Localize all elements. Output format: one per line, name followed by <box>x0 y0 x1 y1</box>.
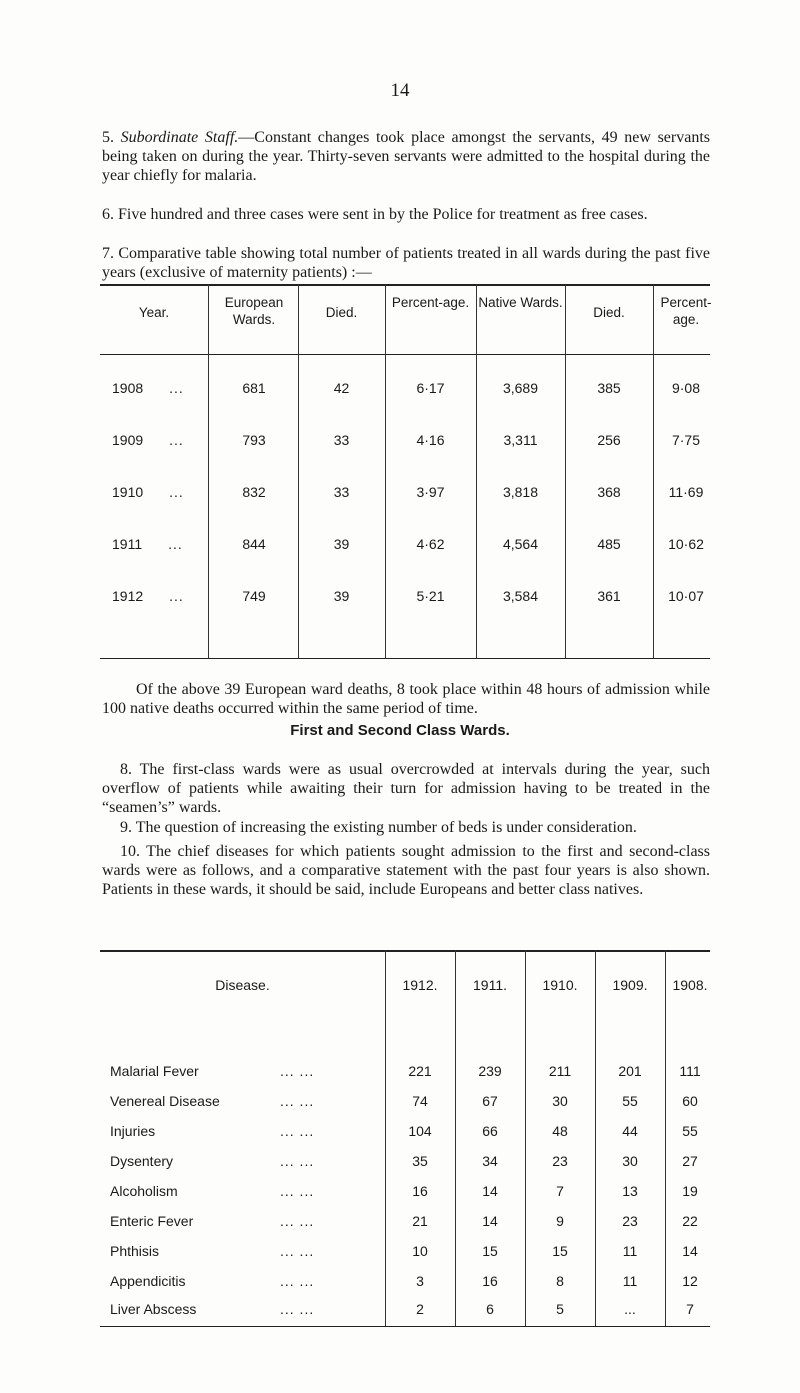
table-cell: 33 <box>333 484 350 500</box>
table-rule <box>100 658 710 659</box>
table-cell: 11 <box>622 1273 638 1289</box>
table-cell: 3 <box>416 1273 424 1289</box>
table-rule <box>100 284 710 286</box>
table-cell: 5 <box>556 1301 564 1317</box>
table-cell: 11·69 <box>668 484 704 500</box>
leader-dots: ... ... <box>280 1123 315 1139</box>
table-cell: 15 <box>552 1243 568 1259</box>
table-cell: 14 <box>482 1183 498 1199</box>
table-cell: 832 <box>242 484 266 500</box>
table-cell: 66 <box>482 1123 498 1139</box>
table-cell: 3,311 <box>503 432 538 448</box>
leader-dots: ... ... <box>280 1093 315 1109</box>
table-cell: 9·08 <box>671 380 701 396</box>
table-cell: 9 <box>556 1213 564 1229</box>
table-cell: 33 <box>333 432 350 448</box>
table-cell: 19 <box>682 1183 698 1199</box>
table-cell: 239 <box>478 1063 502 1079</box>
table-cell: 4·62 <box>416 536 445 552</box>
header-died: Died. <box>325 305 358 320</box>
header-percentage-native: Percent-age. <box>660 295 712 327</box>
column-divider <box>208 284 209 658</box>
leader-dots: ... ... <box>280 1243 315 1259</box>
header-year: Year. <box>138 305 170 320</box>
table-cell: 67 <box>482 1093 498 1109</box>
table-cell: 8 <box>556 1273 564 1289</box>
table-cell: 4,564 <box>502 536 539 552</box>
header-1911: 1911. <box>473 977 507 993</box>
leader-dots: ... ... <box>280 1273 315 1289</box>
year-cell: 1912 <box>112 588 144 604</box>
table-cell: 39 <box>333 536 350 552</box>
table-cell: 16 <box>412 1183 428 1199</box>
header-disease: Disease. <box>215 977 270 993</box>
table-cell: 60 <box>682 1093 698 1109</box>
table-cell: 211 <box>548 1063 572 1079</box>
table-cell: 3,689 <box>502 380 539 396</box>
disease-name: Dysentery <box>110 1153 174 1169</box>
table-cell: 385 <box>597 380 621 396</box>
header-1910: 1910. <box>542 977 578 993</box>
table-cell: 13 <box>622 1183 638 1199</box>
table-rule <box>100 354 710 355</box>
table-cell: 34 <box>482 1153 498 1169</box>
header-1908: 1908. <box>672 977 708 993</box>
paragraph-7: 7. Comparative table showing total number of patients treated in all wards during the past five years (exclusive of maternity patients) :— <box>102 245 710 281</box>
table-cell: 6·17 <box>416 380 445 396</box>
table-cell: 30 <box>622 1153 638 1169</box>
table-cell: 3,584 <box>502 588 539 604</box>
table-cell: 48 <box>552 1123 568 1139</box>
table-cell: 35 <box>412 1153 428 1169</box>
page-number: 14 <box>390 80 410 101</box>
table-cell: 368 <box>597 484 621 500</box>
disease-name: Alcoholism <box>110 1183 178 1199</box>
table-cell: 42 <box>333 380 350 396</box>
table-rule <box>100 1326 710 1327</box>
table-cell: 10 <box>412 1243 428 1259</box>
header-european-wards: European Wards. <box>224 295 284 327</box>
leader-dots: ... ... <box>280 1153 315 1169</box>
table-cell: 7·75 <box>671 432 701 448</box>
table-cell: 793 <box>242 432 266 448</box>
year-cell: 1909 <box>112 432 144 448</box>
leader-dots: ... <box>168 536 183 552</box>
table-cell: 74 <box>412 1093 428 1109</box>
table-cell: 6 <box>486 1301 494 1317</box>
table-cell: 104 <box>408 1123 432 1139</box>
paragraph-10: 10. The chief diseases for which patients sought admission to the first and second-class wards were as follows, and a comparative statement with the past four years is also shown. Patients in these wards, it should be said, include Europeans and better class natives. <box>102 843 710 898</box>
table-cell: 15 <box>482 1243 498 1259</box>
table-cell: 21 <box>412 1213 428 1229</box>
table-cell: 361 <box>597 588 621 604</box>
table-cell: 23 <box>622 1213 638 1229</box>
leader-dots: ... <box>169 380 184 396</box>
paragraph-5-text: —Constant changes took place amongst the servants, 49 new servants being taken on during the year. Thirty-seven servants were admitted to the hospital during the year chiefly for malaria. <box>102 129 710 184</box>
paragraph-5-number: 5. <box>102 129 114 146</box>
year-cell: 1908 <box>112 380 144 396</box>
disease-name: Venereal Disease <box>110 1093 220 1109</box>
table-cell: 844 <box>242 536 266 552</box>
table-cell: 27 <box>682 1153 698 1169</box>
table-cell: 3·97 <box>416 484 445 500</box>
leader-dots: ... <box>169 484 184 500</box>
paragraph-deaths-note: Of the above 39 European ward deaths, 8 took place within 48 hours of admission while 100 native deaths occurred within the same period of time. <box>102 681 710 717</box>
paragraph-9: 9. The question of increasing the existing number of beds is under consideration. <box>120 819 637 836</box>
disease-name: Appendicitis <box>110 1273 186 1289</box>
leader-dots: ... <box>169 588 184 604</box>
table-cell: 749 <box>242 588 266 604</box>
table-cell: 5·21 <box>416 588 445 604</box>
table-rule <box>100 950 710 952</box>
disease-name: Injuries <box>110 1123 156 1139</box>
table-cell: 23 <box>552 1153 568 1169</box>
table-cell: 7 <box>556 1183 564 1199</box>
leader-dots: ... <box>169 432 184 448</box>
section-heading: First and Second Class Wards. <box>290 722 510 739</box>
header-percentage: Percent-age. <box>391 295 470 310</box>
header-died-native: Died. <box>593 305 625 320</box>
leader-dots: ... ... <box>280 1183 315 1199</box>
table-cell: ... <box>624 1301 636 1317</box>
table-cell: 3,818 <box>502 484 539 500</box>
paragraph-8: 8. The first-class wards were as usual overcrowded at intervals during the year, such overflow of patients while awaiting their turn for admission having to be treated in the “seamen’s” wards. <box>102 761 710 816</box>
year-cell: 1911 <box>112 536 143 552</box>
table-cell: 14 <box>682 1243 698 1259</box>
table-cell: 7 <box>686 1301 694 1317</box>
table-cell: 16 <box>482 1273 498 1289</box>
table-cell: 39 <box>333 588 350 604</box>
table-cell: 4·16 <box>416 432 445 448</box>
table-cell: 44 <box>622 1123 638 1139</box>
leader-dots: ... ... <box>280 1063 315 1079</box>
table-cell: 55 <box>682 1123 698 1139</box>
disease-name: Liver Abscess <box>110 1301 197 1317</box>
table-cell: 55 <box>622 1093 638 1109</box>
paragraph-5-title: Subordinate Staff. <box>120 129 239 146</box>
leader-dots: ... ... <box>280 1213 315 1229</box>
header-1912: 1912. <box>402 977 438 993</box>
table-cell: 14 <box>482 1213 498 1229</box>
year-cell: 1910 <box>112 484 144 500</box>
table-cell: 10·62 <box>668 536 704 552</box>
paragraph-5 <box>102 128 710 185</box>
table-cell: 111 <box>679 1063 701 1079</box>
paragraph-6: 6. Five hundred and three cases were sent in by the Police for treatment as free cases. <box>102 206 648 223</box>
table-cell: 256 <box>597 432 621 448</box>
disease-name: Phthisis <box>110 1243 160 1259</box>
table-cell: 2 <box>416 1301 424 1317</box>
table-cell: 201 <box>618 1063 642 1079</box>
header-native-wards: Native Wards. <box>478 295 563 310</box>
header-1909: 1909. <box>612 977 648 993</box>
table-cell: 10·07 <box>668 588 704 604</box>
table-cell: 12 <box>682 1273 698 1289</box>
table-cell: 11 <box>622 1243 638 1259</box>
disease-name: Enteric Fever <box>110 1213 194 1229</box>
disease-name: Malarial Fever <box>110 1063 199 1079</box>
table-cell: 221 <box>408 1063 432 1079</box>
leader-dots: ... ... <box>280 1301 315 1317</box>
table-cell: 485 <box>597 536 621 552</box>
table-cell: 30 <box>552 1093 568 1109</box>
table-cell: 22 <box>682 1213 698 1229</box>
table-cell: 681 <box>242 380 266 396</box>
